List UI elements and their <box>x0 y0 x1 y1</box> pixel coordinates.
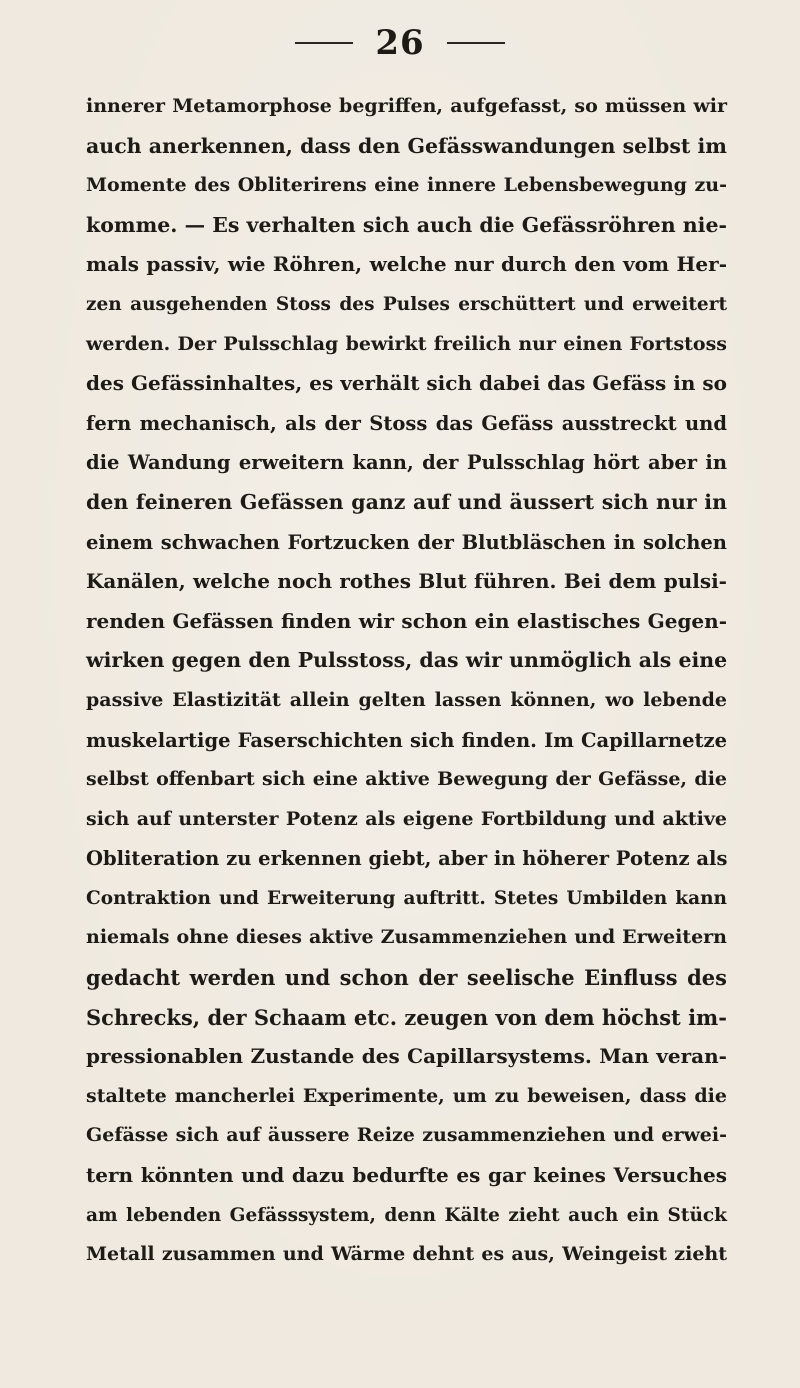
text-line: gedacht werden und schon der seelische Einfluss des <box>86 965 727 991</box>
page-header <box>0 18 800 68</box>
page-number: 26 <box>375 23 425 63</box>
text-line: den feineren Gefässen ganz auf und äussert sich nur in <box>86 489 727 514</box>
text-line: wirken gegen den Pulsstoss, das wir unmöglich als eine <box>86 648 728 673</box>
text-line: sich auf unterster Potenz als eigene Fortbildung und aktive <box>86 807 727 830</box>
text-line: zen ausgehenden Stoss des Pulses erschüttert und erweitert <box>86 293 727 315</box>
body-text <box>86 87 727 1275</box>
text-line: Metall zusammen und Wärme dehnt es aus, Weingeist zieht <box>86 1243 727 1266</box>
header-rule-left <box>295 42 353 44</box>
text-line: werden. Der Pulsschlag bewirkt freilich nur einen Fortstoss <box>86 332 727 355</box>
text-line: niemals ohne dieses aktive Zusammenziehen und Erweitern <box>86 926 727 949</box>
text-line: tern könnten und dazu bedurfte es gar keines Versuches <box>86 1163 727 1188</box>
text-line: einem schwachen Fortzucken der Blutbläschen in solchen <box>86 530 727 554</box>
text-line: muskelartige Faserschichten sich finden. Im Capillarnetze <box>86 728 727 752</box>
text-line: die Wandung erweitern kann, der Pulsschlag hört aber in <box>86 451 727 475</box>
text-line: staltete mancherlei Experimente, um zu beweisen, dass die <box>86 1084 727 1107</box>
text-line: selbst offenbart sich eine aktive Bewegung der Gefässe, die <box>86 768 727 791</box>
text-line: auch anerkennen, dass den Gefässwandungen selbst im <box>86 133 727 158</box>
text-line: Momente des Obliterirens eine innere Lebensbewegung zu- <box>86 174 727 197</box>
text-line: am lebenden Gefässsystem, denn Kälte zieht auch ein Stück <box>86 1204 727 1226</box>
text-line: fern mechanisch, als der Stoss das Gefäss ausstreckt und <box>86 411 727 435</box>
text-line: mals passiv, wie Röhren, welche nur durch den vom Her- <box>86 252 727 277</box>
text-line: Schrecks, der Schaam etc. zeugen von dem höchst im- <box>86 1004 727 1030</box>
text-line: passive Elastizität allein gelten lassen können, wo lebende <box>86 688 727 711</box>
text-line: pressionablen Zustande des Capillarsystems. Man veran- <box>86 1044 727 1069</box>
text-line: innerer Metamorphose begriffen, aufgefasst, so müssen wir <box>86 95 727 117</box>
text-line: komme. — Es verhalten sich auch die Gefässröhren nie- <box>86 212 727 237</box>
text-line: Kanälen, welche noch rothes Blut führen. Bei dem pulsi- <box>86 569 727 594</box>
text-line: Obliteration zu erkennen giebt, aber in höherer Potenz als <box>86 847 728 871</box>
text-line: Gefässe sich auf äussere Reize zusammenziehen und erwei- <box>86 1124 727 1147</box>
header-rule-right <box>447 42 505 44</box>
text-line: des Gefässinhaltes, es verhält sich dabei das Gefäss in so <box>86 371 727 396</box>
text-line: Contraktion und Erweiterung auftritt. Stetes Umbilden kann <box>86 887 727 909</box>
text-line: renden Gefässen finden wir schon ein elastisches Gegen- <box>86 608 727 633</box>
